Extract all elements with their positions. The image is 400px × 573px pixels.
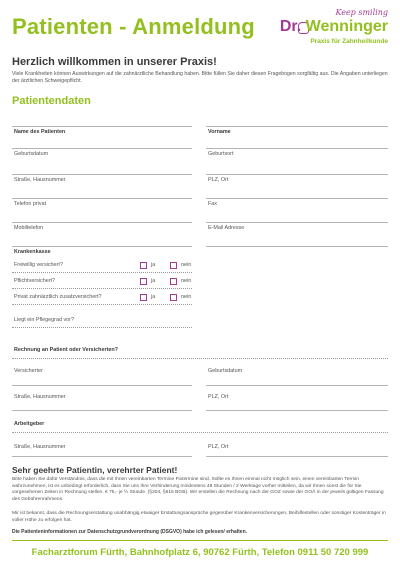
arbeitgeber-heading: Arbeitgeber: [14, 421, 45, 427]
krankenkasse-heading: Krankenkasse: [14, 249, 51, 255]
name-field-line[interactable]: [12, 126, 192, 127]
freiwillig-ja-label: ja: [151, 262, 156, 268]
practice-logo: [278, 8, 388, 52]
versicherter-label: Versicherter: [14, 368, 43, 374]
freiwillig-nein-label: nein: [181, 262, 192, 268]
mobil-input[interactable]: [12, 246, 192, 247]
email-input[interactable]: [206, 246, 388, 247]
logo-dr: Dr.: [279, 18, 302, 35]
arbeitgeber-strasse-label: Straße, Hausnummer: [14, 444, 66, 450]
mobil-label: Mobiltelefon: [14, 225, 44, 231]
vorname-input[interactable]: [206, 148, 388, 149]
geburtsdatum-label: Geburtsdatum: [14, 151, 49, 157]
rechnung-geburtsdatum-label: Geburtsdatum: [208, 368, 243, 374]
footer-divider: [12, 540, 388, 541]
name-input[interactable]: [12, 148, 192, 149]
privat-nein-checkbox[interactable]: [170, 294, 177, 301]
logo-tagline: Keep smiling: [335, 8, 388, 17]
pflegegrad-input[interactable]: [12, 327, 192, 328]
logo-name: [280, 18, 388, 36]
divider: [12, 304, 192, 305]
privat-ja-checkbox[interactable]: [140, 294, 147, 301]
footer-address: Facharztforum Fürth, Bahnhofplatz 6, 90762 Fürth, Telefon 0911 50 720 999: [31, 547, 369, 558]
freiwillig-ja-checkbox[interactable]: [140, 262, 147, 269]
page-title: Patienten - Anmeldung: [12, 14, 255, 39]
pflicht-ja-label: ja: [151, 278, 156, 284]
email-label: E-Mail Adresse: [208, 225, 245, 231]
telefon-input[interactable]: [12, 222, 192, 223]
welcome-heading: Herzlich willkommen in unserer Praxis!: [12, 56, 217, 68]
divider: [12, 288, 192, 289]
rechnung-strasse-label: Straße, Hausnummer: [14, 394, 66, 400]
pflegegrad-label: Liegt ein Pflegegrad vor?: [14, 317, 74, 323]
divider: [12, 272, 192, 273]
geburtsort-input[interactable]: [206, 174, 388, 175]
arbeitgeber-plz-ort-input[interactable]: [206, 456, 388, 457]
dsgvo-confirmation: Die Patienteninformationen zur Datenschutzgrundverordnung (DSGVO) habe ich gelesen/ erhalten.: [12, 529, 248, 535]
rechnung-plz-ort-input[interactable]: [206, 410, 388, 411]
plz-ort-label: PLZ, Ort: [208, 177, 229, 183]
arbeitgeber-plz-ort-label: PLZ, Ort: [208, 444, 229, 450]
rechnung-input[interactable]: [12, 358, 388, 359]
vorname-label: Vorname: [208, 129, 231, 135]
pflicht-nein-label: nein: [181, 278, 192, 284]
freiwillig-nein-checkbox[interactable]: [170, 262, 177, 269]
versicherter-input[interactable]: [12, 385, 192, 386]
rechnung-plz-ort-label: PLZ, Ort: [208, 394, 229, 400]
section-patientendaten: Patientendaten: [12, 95, 91, 107]
intro-text: Viele Krankheiten können Auswirkungen auf die zahnärztliche Behandlung haben. Bitte füllen Sie daher diesen Fragebogen sorgfältig aus. Die Angaben unterliegen der ärztlichen Schweigepflicht.: [12, 71, 388, 84]
pflicht-ja-checkbox[interactable]: [140, 278, 147, 285]
arbeitgeber-input[interactable]: [12, 432, 388, 433]
strasse-label: Straße, Hausnummer: [14, 177, 66, 183]
geburtsdatum-input[interactable]: [12, 174, 192, 175]
notice-heading: Sehr geehrte Patientin, verehrter Patient!: [12, 465, 178, 475]
plz-ort-input[interactable]: [206, 198, 388, 199]
rechnung-geburtsdatum-input[interactable]: [206, 385, 388, 386]
telefon-label: Telefon privat: [14, 201, 47, 207]
pflicht-nein-checkbox[interactable]: [170, 278, 177, 285]
logo-subtitle: Praxis für Zahnheilkunde: [310, 38, 388, 45]
name-label: Name des Patienten: [14, 129, 66, 135]
freiwillig-label: Freiwillig versichert?: [14, 262, 63, 268]
privat-nein-label: nein: [181, 294, 192, 300]
arbeitgeber-strasse-input[interactable]: [12, 456, 192, 457]
logo-surname: Wenninger: [305, 18, 388, 35]
privat-label: Privat zahnärztlich zusatzversichert?: [14, 294, 102, 300]
notice-paragraph-2: Mir ist bekannt, dass die Rechnungserstattung unabhängig etwaiger Erstattungsansprüche gegenüber Krankenversicherungen, Beihilfestellen oder sonstiger Kostenträger in voller Höhe zu erfolgen hat.: [12, 511, 386, 523]
notice-paragraph-1: Bitte haben Sie dafür Verständnis, dass die mit Ihnen vereinbarten Termine Fixtermine sind. Sollte es Ihnen einmal nicht möglich sein, einen vereinbarten Termin wahrzunehmen, ist es unbedingt erforderlich, dass Sie uns Ihre Verhinderung mindestens 48 Stunden / 2 Werktage vorher mitteilen, da wir Ihnen sonst die für Sie vorgesehenen Zeiten in Rechnung stellen. € 75,- je ½ Stunde. (§304, §615 BGB). Wir erstellen die Rechnung nach der GOZ sowie der GOÄ in der jeweils gültigen Fassung des Gebührenrahmens.: [12, 477, 384, 502]
fax-label: Fax: [208, 201, 217, 207]
vorname-field-line[interactable]: [206, 126, 388, 127]
privat-ja-label: ja: [151, 294, 156, 300]
fax-input[interactable]: [206, 222, 388, 223]
rechnung-heading: Rechnung an Patient oder Versicherten?: [14, 347, 118, 353]
pflicht-label: Pflichtversichert?: [14, 278, 56, 284]
rechnung-strasse-input[interactable]: [12, 410, 192, 411]
geburtsort-label: Geburtsort: [208, 151, 234, 157]
strasse-input[interactable]: [12, 198, 192, 199]
